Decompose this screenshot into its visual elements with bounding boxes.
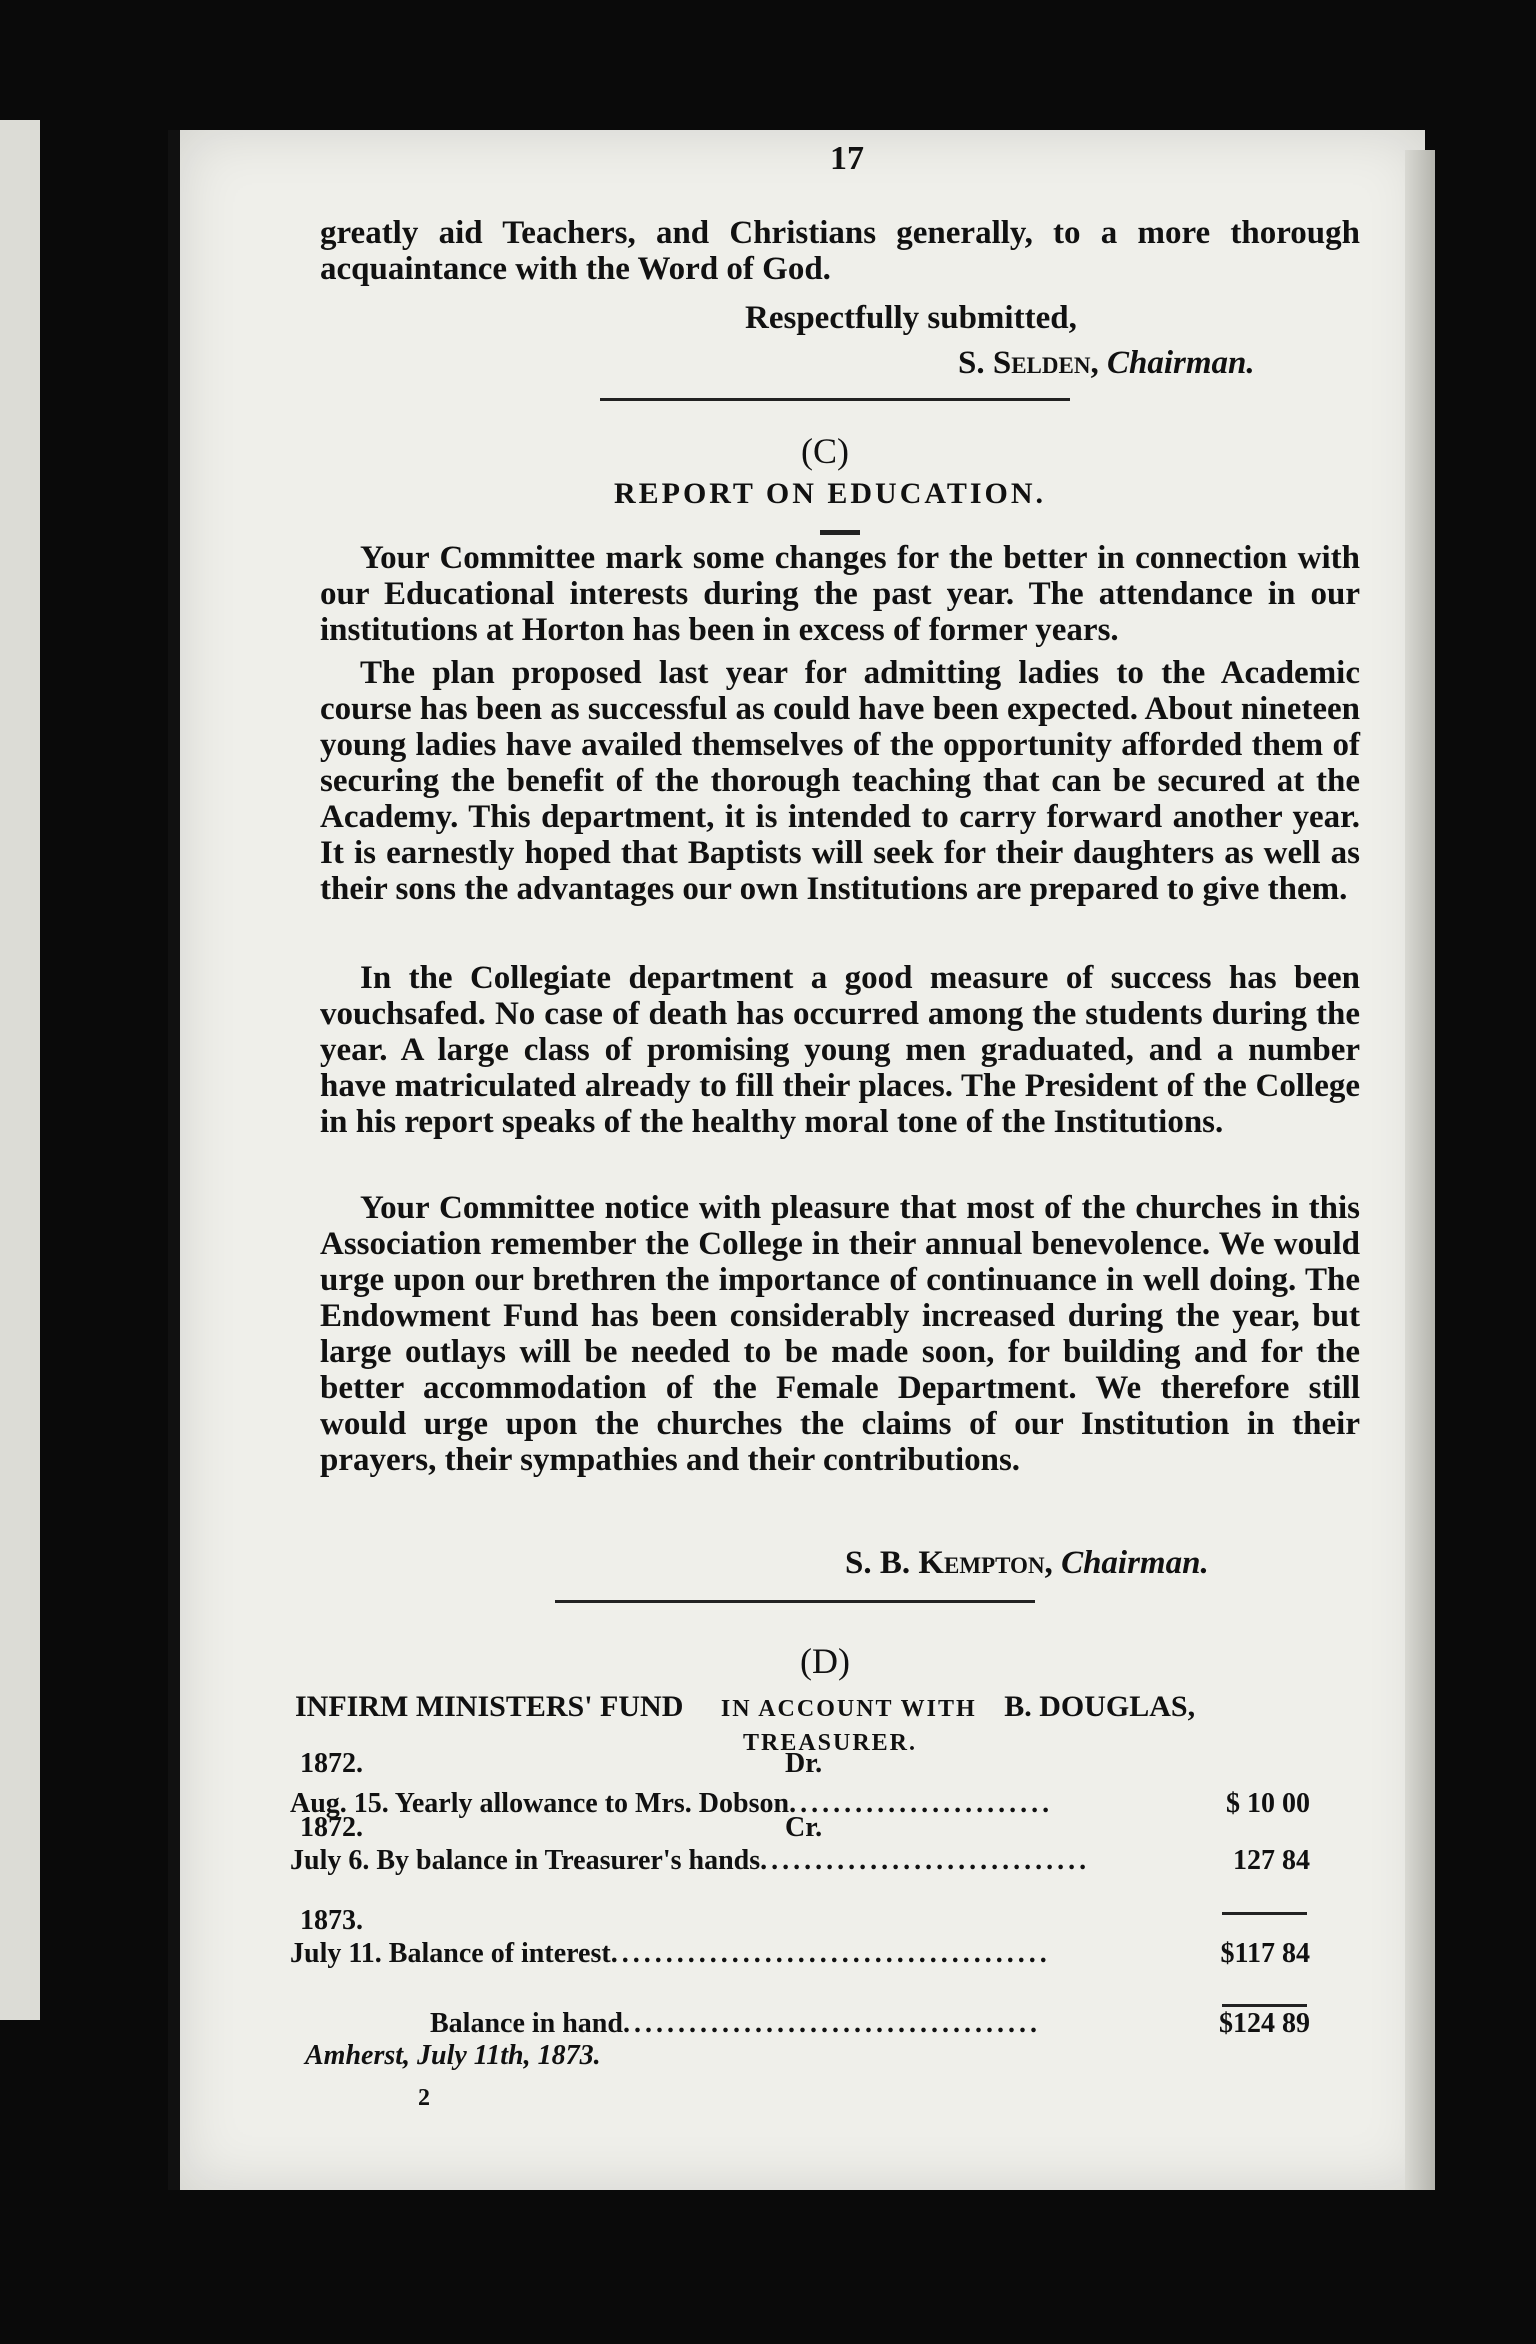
title-dash — [820, 530, 860, 535]
account-row: Aug. 15. Yearly allowance to Mrs. Dobson........................ $ 10 00 — [290, 1788, 1310, 1819]
fund-heading-in-account: IN ACCOUNT WITH — [720, 1696, 977, 1722]
section-divider — [555, 1600, 1035, 1603]
sum-rule — [1222, 2004, 1307, 2007]
account-row: 1872. Cr. — [300, 1812, 823, 1843]
account-row: 1872. Dr. — [300, 1748, 823, 1779]
account-row: July 6. By balance in Treasurer's hands.............................. 127 84 — [290, 1845, 1310, 1876]
signature-name: S. B. Kempton, — [845, 1545, 1053, 1581]
closing-line: Respectfully submitted, — [745, 300, 1077, 336]
signature-title: Chairman. — [1106, 345, 1255, 381]
fund-heading — [295, 1690, 1335, 1724]
section-divider — [600, 398, 1070, 401]
fund-heading-name: B. DOUGLAS, — [1004, 1690, 1196, 1723]
signature-name: S. Selden, — [958, 345, 1099, 381]
page-edge-shadow — [1405, 150, 1435, 2190]
account-row: July 11. Balance of interest........................................ $117 84 — [290, 1938, 1310, 1969]
adjacent-page-edge — [0, 120, 40, 2020]
page-number: 17 — [830, 140, 864, 177]
education-paragraph-4: Your Committee notice with pleasure that most of the churches in this Association remember the College in their annual benevolence. We would urge upon our brethren the importance of continuance in well doing. The Endowment Fund has been considerably increased during the year, but large outlays will be needed to be made soon, for building and for the better accommodation of the Female Department. We therefore still would urge upon the churches the claims of our Institution in their prayers, their sympathies and their contributions. — [320, 1190, 1360, 1478]
education-paragraph-3: In the Collegiate department a good measure of success has been vouchsafed. No case of death has occurred among the students during the year. A large class of promising young men graduated, and a number have matriculated already to fill their places. The President of the College in his report speaks of the healthy moral tone of the Institutions. — [320, 960, 1360, 1140]
kempton-signature — [845, 1545, 1209, 1582]
selden-signature — [958, 345, 1255, 382]
section-letter-c: (C) — [801, 431, 849, 471]
education-paragraph-2: The plan proposed last year for admitting ladies to the Academic course has been as successful as could have been expected. About nineteen young ladies have availed themselves of the opportunity afforded them of securing the benefit of the thorough teaching that can be secured at the Academy. This department, it is intended to carry forward another year. It is earnestly hoped that Baptists will seek for their daughters as well as their sons the advantages our own Institutions are prepared to give them. — [320, 655, 1360, 907]
selden-report-text: greatly aid Teachers, and Christians generally, to a more thorough acquaintance with the Word of God. — [320, 215, 1360, 287]
account-row: 1873. — [300, 1905, 363, 1936]
signature-title: Chairman. — [1061, 1545, 1209, 1581]
account-row: Balance in hand...................................... $124 89 — [430, 2008, 1310, 2039]
education-paragraph-1: Your Committee mark some changes for the better in connection with our Educational interests during the past year. The attendance in our institutions at Horton has been in excess of former years. — [320, 540, 1360, 648]
report-title: REPORT ON EDUCATION. — [613, 477, 1047, 510]
section-letter-d: (D) — [800, 1641, 850, 1681]
date-line: Amherst, July 11th, 1873. — [305, 2040, 601, 2071]
fund-heading-main: INFIRM MINISTERS' FUND — [295, 1690, 684, 1723]
fund-heading-role: TREASURER. — [742, 1730, 918, 1756]
signature-mark: 2 — [418, 2085, 430, 2111]
